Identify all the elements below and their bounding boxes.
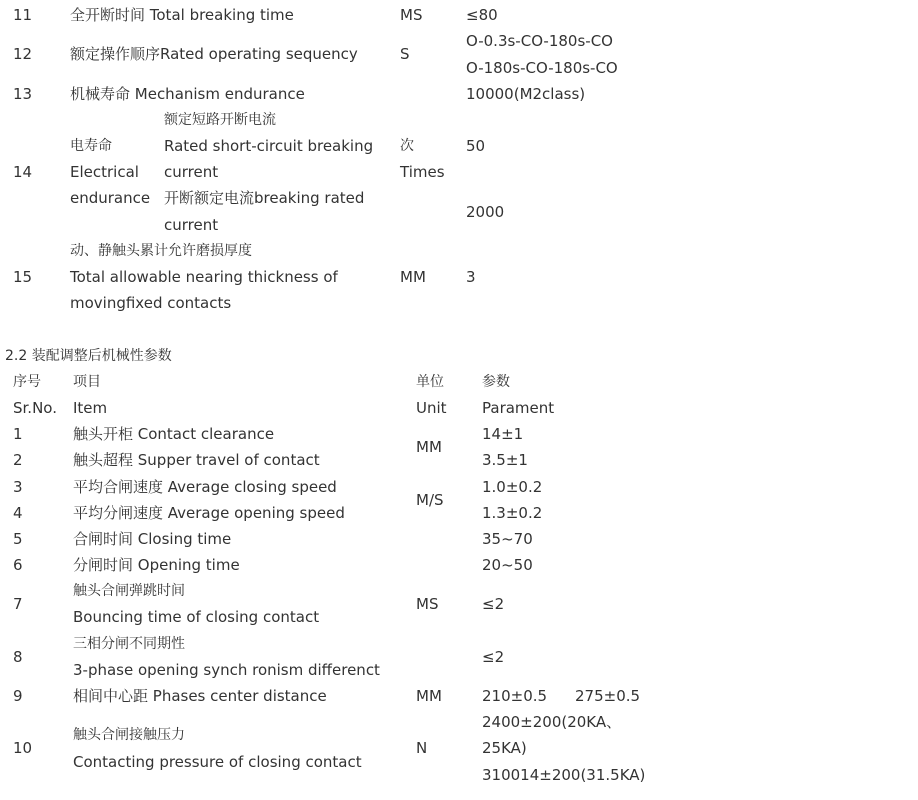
value-text: 3.5±1 (482, 451, 528, 469)
header-no-en: Sr.No. (13, 399, 57, 417)
value-text: 50 (466, 137, 486, 155)
value-text: 10000(M2class) (466, 85, 586, 103)
item-text: 平均分闸速度 Average opening speed (73, 504, 345, 522)
item-text: 触头合闸弹跳时间 (73, 583, 185, 599)
item-text: endurance (70, 189, 151, 207)
value-text: 20~50 (482, 556, 533, 574)
item-text: 触头超程 Supper travel of contact (73, 451, 320, 469)
unit-text: MM (416, 438, 442, 456)
item-text: 额定操作顺序Rated operating sequency (70, 45, 358, 63)
row-number: 13 (13, 85, 33, 103)
row-number: 6 (13, 556, 23, 574)
unit-text: S (400, 45, 410, 63)
header-value-cn: 参数 (482, 374, 510, 390)
item-text: Total allowable nearing thickness of (70, 268, 338, 286)
value-text: 35~70 (482, 530, 533, 548)
value-text: 3 (466, 268, 476, 286)
item-text: Bouncing time of closing contact (73, 608, 320, 626)
value-text: O-180s-CO-180s-CO (466, 59, 618, 77)
value-text: ≤2 (482, 595, 505, 613)
item-text: 触头合闸接触压力 (73, 727, 185, 743)
row-number: 8 (13, 648, 23, 666)
row-number: 10 (13, 739, 33, 757)
section-heading: 2.2 装配调整后机械性参数 (5, 348, 172, 364)
value-text: 1.3±0.2 (482, 504, 543, 522)
item-text: 合闸时间 Closing time (73, 530, 232, 548)
item-text: Electrical (70, 163, 139, 181)
unit-text: Times (400, 163, 445, 181)
item-text: 三相分闸不同期性 (73, 636, 185, 652)
sub-item-text: 额定短路开断电流 (164, 112, 276, 128)
value-text: 275±0.5 (575, 687, 641, 705)
item-text: 3-phase opening synch ronism differenct (73, 661, 380, 679)
header-no-cn: 序号 (13, 374, 41, 390)
unit-text: M/S (416, 491, 444, 509)
row-number: 1 (13, 425, 23, 443)
item-text: Contacting pressure of closing contact (73, 753, 362, 771)
unit-text: MM (416, 687, 442, 705)
row-number: 9 (13, 687, 23, 705)
row-number: 15 (13, 268, 33, 286)
value-text: 25KA) (482, 739, 527, 757)
item-text: 动、静触头累计允许磨损厚度 (70, 243, 252, 259)
sub-item-text: current (164, 216, 219, 234)
item-text: 相间中心距 Phases center distance (73, 687, 327, 705)
unit-text: MS (400, 6, 423, 24)
sub-item-text: 开断额定电流breaking rated (164, 189, 365, 207)
row-number: 4 (13, 504, 23, 522)
row-number: 12 (13, 45, 33, 63)
value-text: 2400±200(20KA、 (482, 713, 622, 731)
sub-item-text: current (164, 163, 219, 181)
row-number: 7 (13, 595, 23, 613)
header-unit-en: Unit (416, 399, 447, 417)
header-value-en: Parament (482, 399, 555, 417)
unit-text: N (416, 739, 428, 757)
value-text: ≤80 (466, 6, 498, 24)
item-text: movingfixed contacts (70, 294, 232, 312)
row-number: 3 (13, 478, 23, 496)
header-item-en: Item (73, 399, 108, 417)
header-item-cn: 项目 (73, 374, 101, 390)
row-number: 11 (13, 6, 33, 24)
value-text: 1.0±0.2 (482, 478, 543, 496)
row-number: 2 (13, 451, 23, 469)
header-unit-cn: 单位 (416, 374, 444, 390)
value-text: O-0.3s-CO-180s-CO (466, 32, 613, 50)
unit-text: MM (400, 268, 426, 286)
item-text: 平均合闸速度 Average closing speed (73, 478, 337, 496)
value-text: 14±1 (482, 425, 524, 443)
unit-text: 次 (400, 138, 414, 154)
item-text: 机械寿命 Mechanism endurance (70, 85, 305, 103)
row-number: 5 (13, 530, 23, 548)
row-number: 14 (13, 163, 33, 181)
sub-item-text: Rated short-circuit breaking (164, 137, 374, 155)
item-text: 触头开柜 Contact clearance (73, 425, 275, 443)
value-text: 310014±200(31.5KA) (482, 766, 646, 784)
value-text: 210±0.5 (482, 687, 548, 705)
item-text: 分闸时间 Opening time (73, 556, 240, 574)
value-text: ≤2 (482, 648, 505, 666)
value-text: 2000 (466, 203, 505, 221)
item-text: 全开断时间 Total breaking time (70, 6, 294, 24)
item-text: 电寿命 (70, 138, 112, 154)
unit-text: MS (416, 595, 439, 613)
